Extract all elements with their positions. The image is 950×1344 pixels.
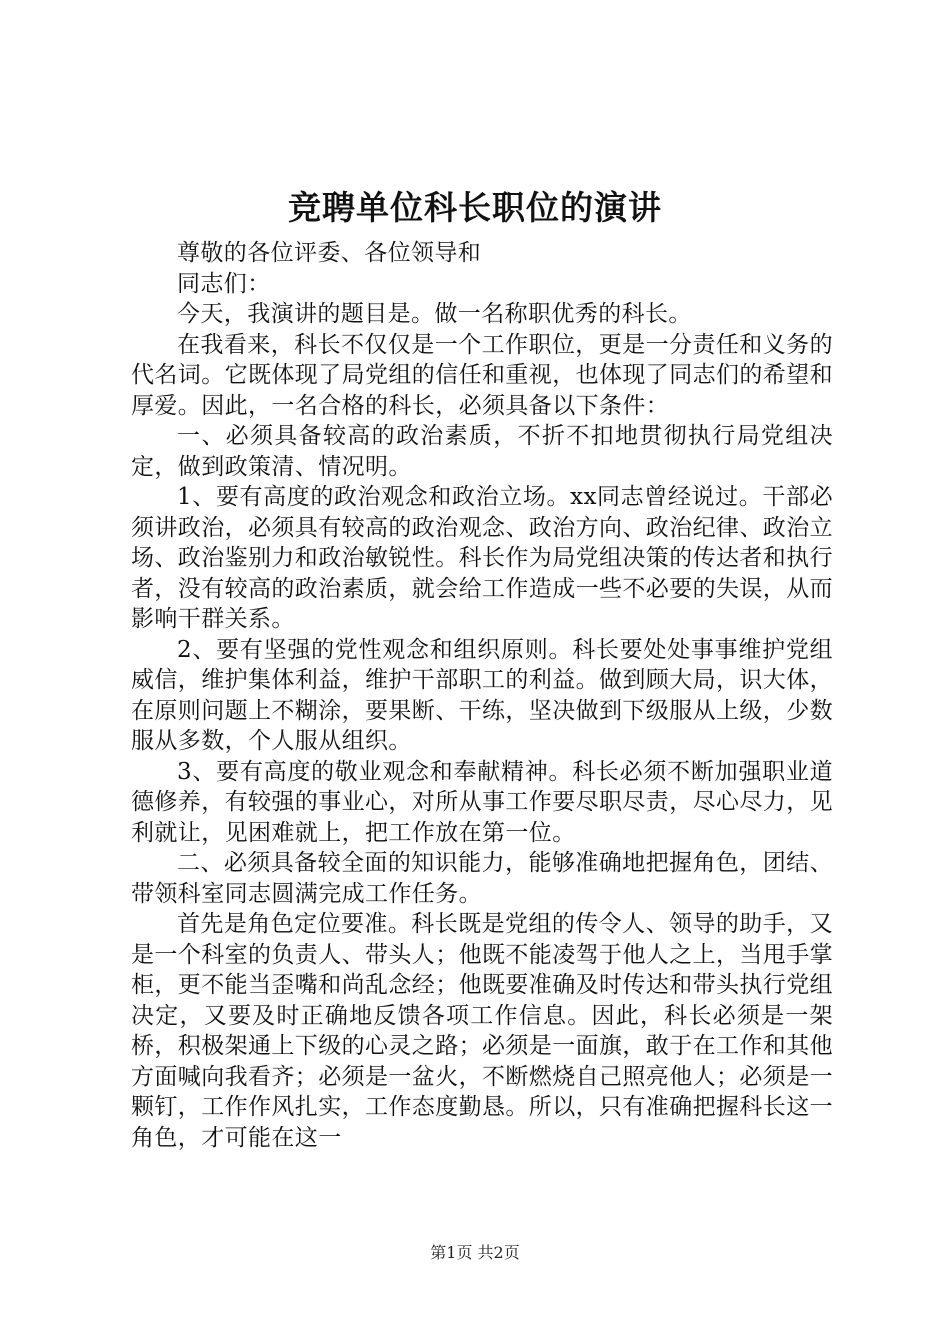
paragraph-point-one: 1、要有高度的政治观念和政治立场。xx同志曾经说过。干部必须讲政治，必须具有较高的政治观念、政治方向、政治纪律、政治立场、政治鉴别力和政治敏锐性。科长作为局党组决策的传达者和执行者，没有较高的政治素质，就会给工作造成一些不必要的失误，从而影响干群关系。 — [131, 484, 833, 632]
paragraph-salutation: 尊敬的各位评委、各位领导和 — [177, 240, 482, 266]
paragraph-addressee: 同志们： — [177, 270, 271, 297]
paragraph-section-one: 一、必须具备较高的政治素质，不折不扣地贯彻执行局党组决定，做到政策清、情况明。 — [131, 423, 833, 480]
document-title: 竞聘单位科长职位的演讲 — [288, 188, 662, 227]
paragraph-point-three: 3、要有高度的敬业观念和奉献精神。科长必须不断加强职业道德修养，有较强的事业心，对所从事工作要尽职尽责，尽心尽力，见利就让，见困难就上，把工作放在第一位。 — [131, 758, 833, 846]
paragraph-role-positioning: 首先是角色定位要准。科长既是党组的传令人、领导的助手，又是一个科室的负责人、带头人；他既不能凌驾于他人之上，当甩手掌柜，更不能当歪嘴和尚乱念经；他既要准确及时传达和带头执行党组决定，又要及时正确地反馈各项工作信息。因此，科长必须是一架桥，积极架通上下级的心灵之路；必须是一面旗，敢于在工作和其他方面喊向我看齐；必须是一盆火，不断燃烧自己照亮他人；必须是一颗钉，工作作风扎实，工作态度勤恳。所以，只有准确把握科长这一角色，才可能在这一 — [131, 911, 833, 1151]
paragraph-intro: 在我看来，科长不仅仅是一个工作职位，更是一分责任和义务的代名词。它既体现了局党组的信任和重视，也体现了同志们的希望和厚爱。因此，一名合格的科长，必须具备以下条件： — [131, 331, 833, 419]
paragraph-topic: 今天，我演讲的题目是。做一名称职优秀的科长。 — [177, 301, 692, 327]
page-number-footer: 第1页 共2页 — [430, 1243, 520, 1262]
paragraph-point-two: 2、要有坚强的党性观念和组织原则。科长要处处事事维护党组威信，维护集体利益，维护干部职工的利益。做到顾大局，识大体，在原则问题上不糊涂，要果断、干练，坚决做到下级服从上级，少数服从多数，个人服从组织。 — [131, 636, 833, 754]
document-body — [131, 238, 833, 1153]
paragraph-section-two: 二、必须具备较全面的知识能力，能够准确地把握角色，团结、带领科室同志圆满完成工作任务。 — [131, 850, 833, 907]
